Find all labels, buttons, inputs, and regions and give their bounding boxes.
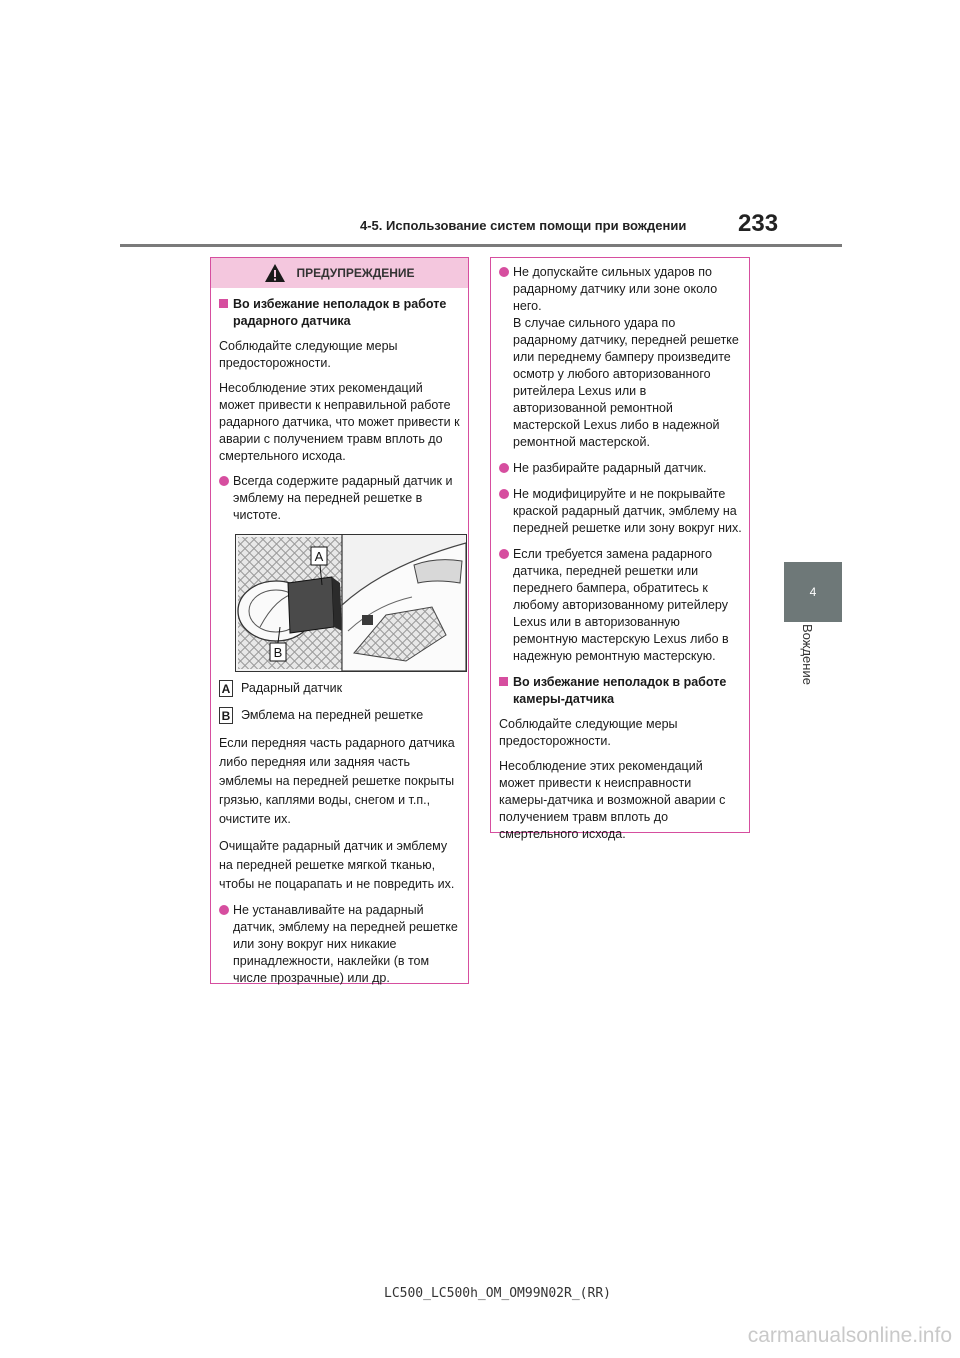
paragraph: Несоблюдение этих рекомендаций может привести к неправильной работе радарного датчика, что может привести к аварии с получением травм вплоть до смертельного исхода. bbox=[219, 381, 460, 463]
bullet-item bbox=[499, 460, 742, 477]
legend-item bbox=[219, 707, 461, 724]
round-bullet-icon bbox=[499, 549, 509, 559]
radar-sensor-illustration bbox=[235, 534, 467, 672]
bullet-text: Не модифицируйте и не покрывайте краской радарный датчик, эмблему на передней решетке или зону вокруг них. bbox=[513, 487, 742, 535]
watermark: carmanualsonline.info bbox=[747, 1324, 952, 1347]
chapter-tab[interactable]: 4 bbox=[784, 562, 842, 622]
section-heading bbox=[219, 296, 461, 330]
chapter-label: Вождение bbox=[800, 624, 815, 685]
paragraph: Соблюдайте следующие меры предосторожности. bbox=[219, 339, 398, 370]
round-bullet-icon bbox=[499, 267, 509, 277]
bullet-text-main: Не допускайте сильных ударов по радарному датчику или зоне около него. bbox=[513, 265, 718, 313]
section-heading bbox=[499, 674, 742, 708]
paragraph: Если передняя часть радарного датчика либо передняя или задняя часть эмблемы на передней решетке покрыты грязью, каплями воды, снегом и т.п., очистите их. bbox=[219, 736, 455, 826]
figure-label-b: B bbox=[273, 645, 283, 660]
paragraph: Несоблюдение этих рекомендаций может привести к неисправности камеры-датчика и возможной аварии с получением травм вплоть до смертельного исхода. bbox=[499, 759, 726, 841]
bullet-item bbox=[499, 264, 742, 451]
warning-box-right bbox=[490, 257, 750, 841]
round-bullet-icon bbox=[219, 476, 229, 486]
square-bullet-icon bbox=[219, 299, 228, 308]
round-bullet-icon bbox=[499, 489, 509, 499]
heading-text: Во избежание неполадок в работе радарного датчика bbox=[233, 297, 447, 328]
bullet-text: Если требуется замена радарного датчика, передней решетки или переднего бампера, обратитесь к любому авторизованному ритейлеру Lexus или в авторизованную ремонтную мастерскую Lexus либо в надежную ремонтную мастерскую. bbox=[513, 547, 729, 663]
warning-title: ПРЕДУПРЕЖДЕНИЕ bbox=[296, 266, 415, 280]
legend-text: Радарный датчик bbox=[241, 681, 343, 695]
legend-text: Эмблема на передней решетке bbox=[241, 708, 424, 722]
bullet-text-cont: В случае сильного удара по радарному датчику, передней решетке или переднему бамперу произведите осмотр у любого авторизованного ритейлера Lexus или в авторизованной ремонтной мастерской Lexus либо в надежной ремонтной мастерской. bbox=[513, 316, 739, 449]
paragraph: Соблюдайте следующие меры предосторожности. bbox=[499, 717, 678, 748]
legend-item bbox=[219, 680, 461, 697]
bullet-item bbox=[499, 546, 742, 665]
bullet-item bbox=[499, 486, 742, 537]
bullet-text bbox=[513, 264, 742, 451]
figure-label-a: A bbox=[314, 549, 324, 564]
document-code: LC500_LC500h_OM_OM99N02R_(RR) bbox=[384, 1286, 611, 1301]
legend-badge: A bbox=[219, 680, 233, 697]
header-rule bbox=[120, 244, 842, 247]
section-title: 4-5. Использование систем помощи при вождении bbox=[360, 218, 687, 233]
bullet-item bbox=[219, 902, 461, 987]
round-bullet-icon bbox=[499, 463, 509, 473]
heading-text: Во избежание неполадок в работе камеры-датчика bbox=[513, 675, 727, 706]
warning-triangle-icon bbox=[264, 263, 286, 283]
legend-badge: B bbox=[219, 707, 233, 724]
page-number: 233 bbox=[738, 210, 779, 237]
bullet-text: Всегда содержите радарный датчик и эмблему на передней решетке в чистоте. bbox=[233, 474, 453, 522]
round-bullet-icon bbox=[219, 905, 229, 915]
car-front-drawing bbox=[236, 535, 466, 671]
bullet-text: Не разбирайте радарный датчик. bbox=[513, 461, 707, 475]
warning-box-left bbox=[210, 257, 469, 984]
bullet-text: Не устанавливайте на радарный датчик, эмблему на передней решетке или зону вокруг них никакие принадлежности, наклейки (в том числе прозрачные) или др. bbox=[233, 903, 458, 985]
bullet-item bbox=[219, 473, 461, 524]
warning-header bbox=[211, 258, 468, 288]
paragraph: Очищайте радарный датчик и эмблему на передней решетке мягкой тканью, чтобы не поцарапать и не повредить их. bbox=[219, 839, 455, 891]
square-bullet-icon bbox=[499, 677, 508, 686]
